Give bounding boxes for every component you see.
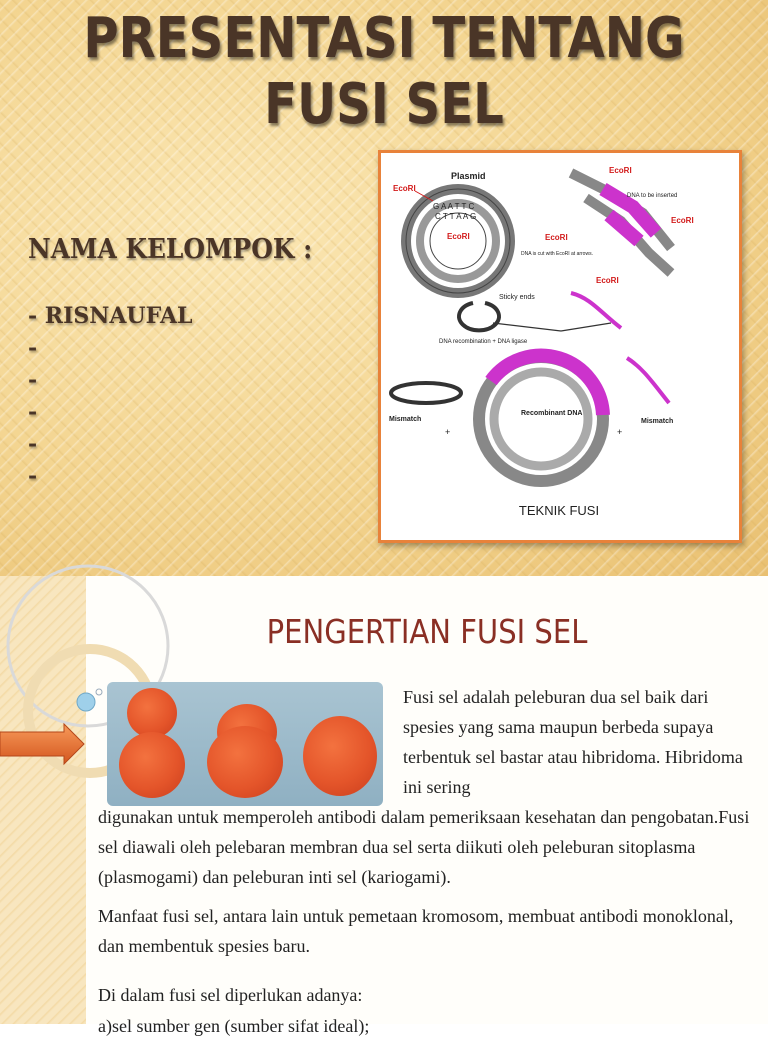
slide2-title: PENGERTIAN FUSI SEL [266,612,588,651]
ecori-label: EcoRI [545,233,568,242]
fusion-technique-diagram [378,150,742,543]
member-item: - [28,431,38,457]
mismatch-label: Mismatch [641,418,674,425]
dna-inserted-label: DNA to be inserted [627,193,678,199]
benefits-paragraph: Manfaat fusi sel, antara lain untuk pemetaan kromosom, membuat antibodi monoklonal, dan membentuk spesies baru. [98,906,734,956]
recombinant-ring-inner [494,372,588,466]
slide-definition [0,576,768,1036]
sticky-ends-label: Sticky ends [499,294,535,301]
ecori-label: EcoRI [596,276,619,285]
ecori-label: EcoRI [393,184,416,193]
dna-cut-note: DNA is cut with EcoRI at arrows. [521,251,593,257]
cell [119,732,185,798]
dna-recombination-illustration [381,153,739,540]
presentation-title [54,6,714,138]
cell [207,726,283,798]
member-item: - [28,367,38,393]
diagram-caption: TEKNIK FUSI [518,503,600,518]
arrow-icon [0,724,84,764]
ecori-label: EcoRI [609,166,632,175]
plasmid-label: Plasmid [451,171,486,181]
member-item: - [28,335,38,361]
title-line-2: FUSI SEL [264,72,504,137]
definition-paragraph-continued: digunakan untuk memperoleh antibodi dalam pemeriksaan kesehatan dan pengobatan.Fusi sel diawali oleh pelebaran membran dua sel serta diikuti oleh peleburan sitoplasma (plasmogami) dan peleburan inti sel (kariogami). [98,807,750,887]
cell [303,716,377,796]
sequence-top: G A A T T C [433,202,475,211]
mismatch-label: Mismatch [389,416,422,423]
requirement-item: a)sel sumber gen (sumber sifat ideal); [98,1016,370,1036]
definition-paragraph-intro: Fusi sel adalah peleburan dua sel baik dari spesies yang sama maupun berbeda supaya terbentuk sel bastar atau hibridoma. Hibridoma ini sering [403,687,743,797]
cell [127,688,177,738]
bullet-dot [77,693,95,711]
dna-strand-grey [571,173,671,248]
mismatch-fragment [627,358,669,403]
cell-fusion-image [107,682,383,806]
member-list [28,300,192,492]
recombination-label: DNA recombination + DNA ligase [439,339,528,345]
sequence-bottom: C T T A A G [435,212,477,221]
ecori-label: EcoRI [447,232,470,241]
title-line-1: PRESENTASI TENTANG [83,6,685,71]
member-item: - RISNAUFAL [28,303,193,329]
mismatch-plasmid [391,383,461,403]
member-item: - [28,463,38,489]
recombinant-label: Recombinant DNA [521,410,583,417]
plus-sign: + [617,427,623,437]
cut-plasmid [459,303,499,330]
plus-sign: + [445,427,451,437]
group-heading: NAMA KELOMPOK : [28,234,313,265]
ecori-label: EcoRI [671,216,694,225]
insert-fragment [571,293,621,328]
member-item: - [28,399,38,425]
requirements-heading: Di dalam fusi sel diperlukan adanya: [98,985,363,1005]
